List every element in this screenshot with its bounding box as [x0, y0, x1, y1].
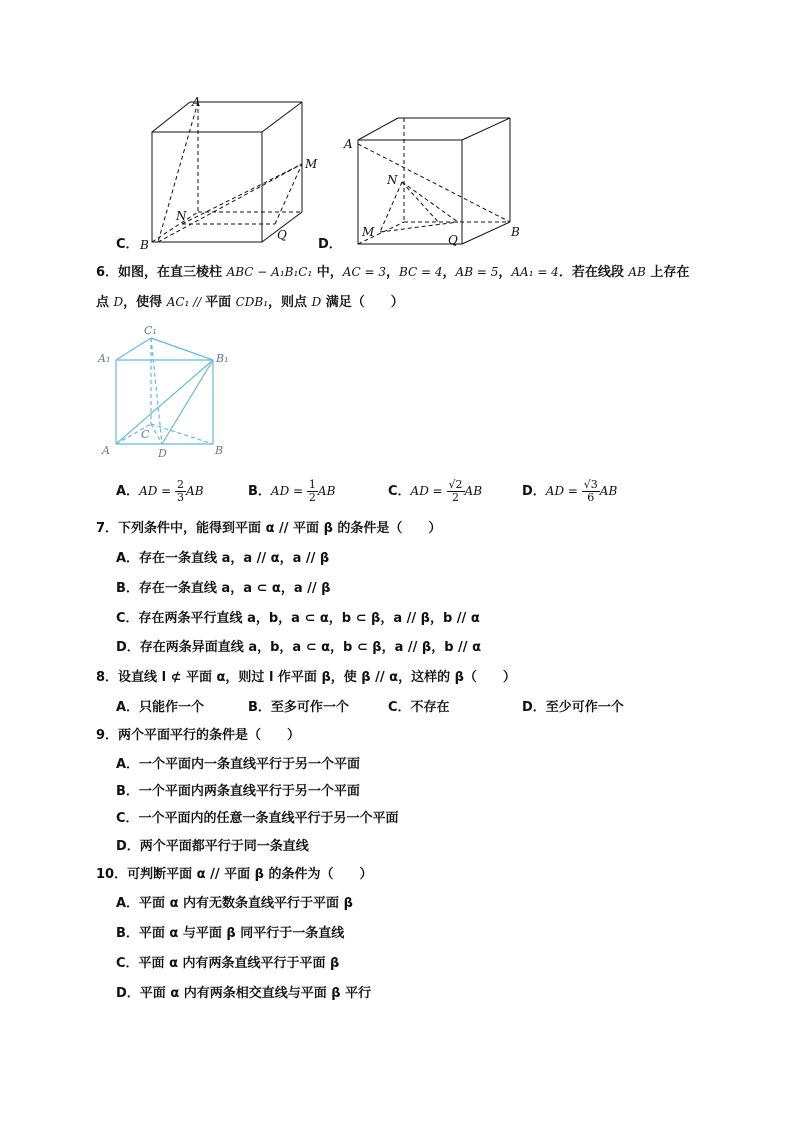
fig-d-label-m: M — [362, 225, 375, 239]
q6-prism-figure — [96, 322, 236, 462]
figure-c-cube — [140, 92, 330, 252]
fig-c-label-m: M — [305, 157, 318, 171]
prism-label-a: A — [102, 444, 110, 457]
fig-c-label-q: Q — [277, 228, 287, 242]
q7-option-c[interactable]: C．存在两条平行直线 a，b，a ⊂ α，b ⊂ β，a // β，b // α — [116, 611, 480, 626]
figure-d-cube — [340, 110, 530, 250]
q9-option-c[interactable]: C．一个平面内的任意一条直线平行于另一个平面 — [116, 811, 399, 826]
q6-option-d[interactable]: D．AD = $\frac{√3}{6}$ AB — [522, 478, 618, 504]
fig-c-label-b: B — [140, 238, 149, 252]
prism-label-b1: B₁ — [216, 352, 229, 365]
prism-label-c: C — [141, 428, 150, 441]
q8-option-a[interactable]: A．只能作一个 — [116, 700, 205, 715]
q10-option-c[interactable]: C．平面 α 内有两条直线平行于平面 β — [116, 956, 340, 971]
q9-option-d[interactable]: D．两个平面都平行于同一条直线 — [116, 839, 309, 854]
q8-option-c[interactable]: C．不存在 — [388, 700, 450, 715]
prism-label-d: D — [158, 447, 167, 460]
q8-option-d[interactable]: D．至少可作一个 — [522, 700, 624, 715]
q8-stem: 8．设直线 l ⊄ 平面 α，则过 l 作平面 β，使 β // α，这样的 β（ ） — [96, 670, 516, 685]
q9-stem: 9．两个平面平行的条件是（ ） — [96, 728, 301, 743]
q10-option-b[interactable]: B．平面 α 与平面 β 同平行于一条直线 — [116, 926, 345, 941]
q7-option-a[interactable]: A．存在一条直线 a，a // α，a // β — [116, 551, 330, 566]
q8-option-b[interactable]: B．至多可作一个 — [248, 700, 349, 715]
q7-option-d[interactable]: D．存在两条异面直线 a，b，a ⊂ α，b ⊂ β，a // β，b // α — [116, 640, 482, 655]
q7-option-b[interactable]: B．存在一条直线 a，a ⊂ α，a // β — [116, 581, 331, 596]
q7-stem: 7．下列条件中，能得到平面 α // 平面 β 的条件是（ ） — [96, 521, 442, 536]
q10-option-d[interactable]: D．平面 α 内有两条相交直线与平面 β 平行 — [116, 986, 372, 1001]
q6-line1: 6．如图，在直三棱柱 ABC − A₁B₁C₁ 中，AC = 3，BC = 4，AB = 5，AA₁ = 4．若在线段 AB 上存在 — [96, 265, 690, 280]
q9-option-a[interactable]: A．一个平面内一条直线平行于另一个平面 — [116, 757, 361, 772]
q6-option-c[interactable]: C．AD = $\frac{√2}{2}$ AB — [388, 478, 483, 504]
fig-d-label-b: B — [511, 225, 520, 239]
fig-c-option-label: C． — [116, 237, 139, 252]
q6-option-a[interactable]: A．AD = $\frac{2}{3}$ AB — [116, 478, 204, 504]
q6-option-b[interactable]: B．AD = $\frac{1}{2}$ AB — [248, 478, 336, 504]
fig-d-label-n: N — [387, 173, 398, 187]
fig-d-option-label: D． — [318, 237, 342, 252]
fig-c-label-a: A — [192, 95, 201, 109]
q9-option-b[interactable]: B．一个平面内两条直线平行于另一个平面 — [116, 784, 360, 799]
q10-option-a[interactable]: A．平面 α 内有无数条直线平行于平面 β — [116, 896, 353, 911]
q10-stem: 10．可判断平面 α // 平面 β 的条件为（ ） — [96, 867, 373, 882]
fig-d-label-q: Q — [448, 233, 458, 247]
prism-label-c1: C₁ — [144, 324, 157, 337]
prism-label-a1: A₁ — [98, 352, 111, 365]
q6-line2: 点 D，使得 AC₁ // 平面 CDB₁，则点 D 满足（ ） — [96, 295, 404, 310]
prism-label-b: B — [215, 444, 224, 457]
fig-d-label-a: A — [344, 137, 353, 151]
fig-c-label-n: N — [176, 209, 187, 223]
